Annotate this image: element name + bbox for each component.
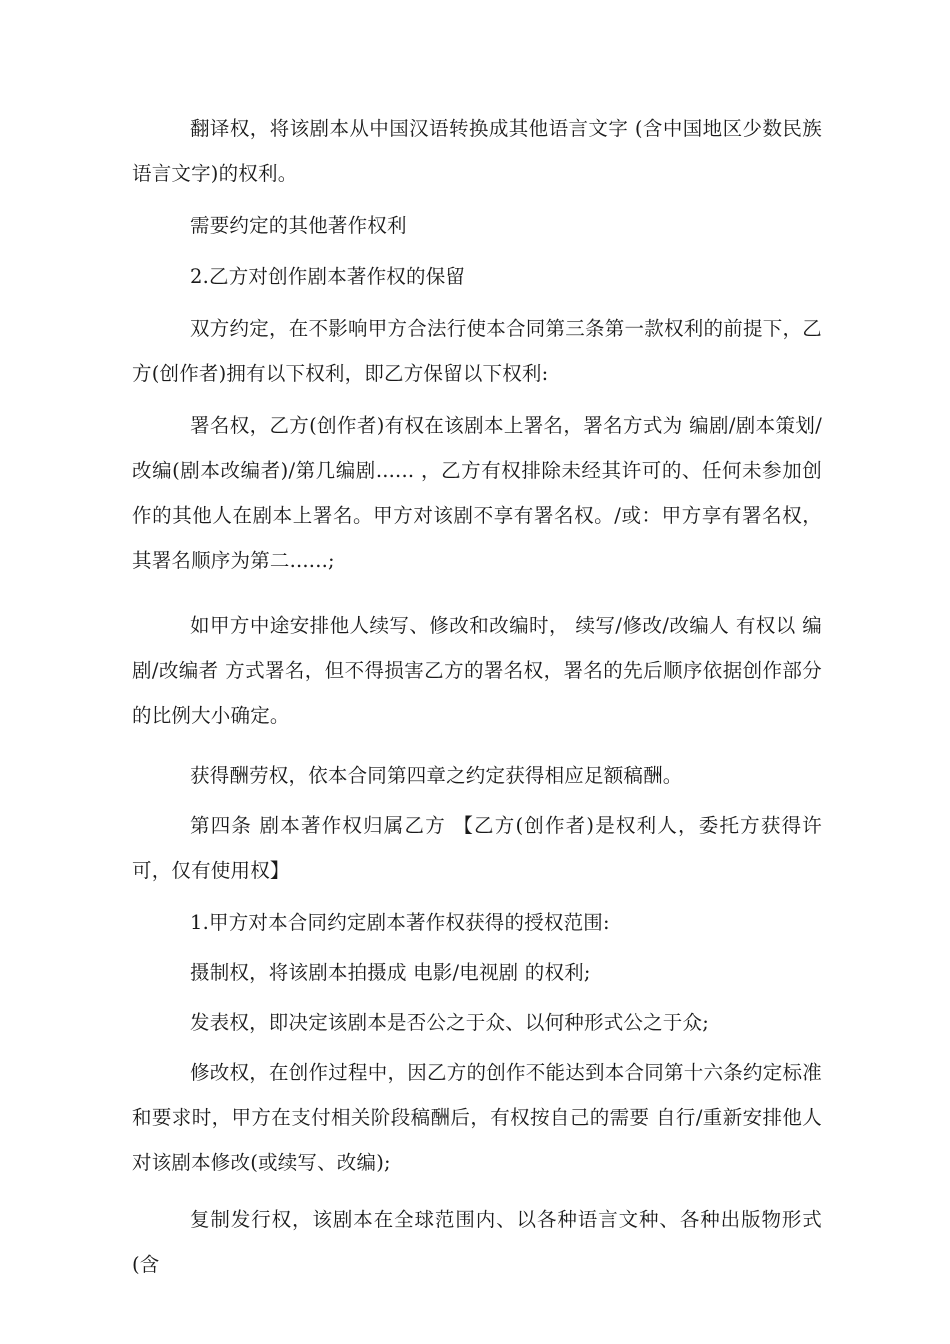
- paragraph-authorization-scope: 1.甲方对本合同约定剧本著作权获得的授权范围:: [190, 911, 610, 934]
- paragraph-article-4: 第四条 剧本著作权归属乙方 【乙方(创作者)是权利人，委托方获得许可，仅有使用权】: [132, 814, 822, 882]
- paragraph-remuneration-right: 获得酬劳权，依本合同第四章之约定获得相应足额稿酬。: [190, 764, 683, 787]
- paragraph-agreement: 双方约定，在不影响甲方合法行使本合同第三条第一款权利的前提下，乙方(创作者)拥有以下权利，即乙方保留以下权利:: [132, 317, 822, 385]
- paragraph-reproduction-right: 复制发行权，该剧本在全球范围内、以各种语言文种、各种出版物形式(含: [132, 1208, 822, 1276]
- paragraph-continuation: 如甲方中途安排他人续写、修改和改编时， 续写/修改/改编人 有权以 编剧/改编者 方式署名，但不得损害乙方的署名权，署名的先后顺序依据创作部分的比例大小确定。: [132, 614, 822, 727]
- paragraph-section-2-heading: 2.乙方对创作剧本著作权的保留: [190, 265, 466, 288]
- paragraph-other-rights: 需要约定的其他著作权利: [190, 214, 407, 237]
- paragraph-publication-right: 发表权，即决定该剧本是否公之于众、以何种形式公之于众;: [190, 1011, 709, 1034]
- paragraph-translation-right: 翻译权，将该剧本从中国汉语转换成其他语言文字 (含中国地区少数民族语言文字)的权利。: [132, 117, 822, 185]
- paragraph-modification-right: 修改权，在创作过程中，因乙方的创作不能达到本合同第十六条约定标准和要求时，甲方在支付相关阶段稿酬后，有权按自己的需要 自行/重新安排他人对该剧本修改(或续写、改编);: [132, 1061, 822, 1174]
- paragraph-filming-right: 摄制权，将该剧本拍摄成 电影/电视剧 的权利;: [190, 961, 591, 984]
- paragraph-attribution-right: 署名权，乙方(创作者)有权在该剧本上署名，署名方式为 编剧/剧本策划/改编(剧本改编者)/第几编剧...... ，乙方有权排除未经其许可的、任何未参加创作的其他人在剧本上署名。甲方对该剧不享有署名权。/或：甲方享有署名权，其署名顺序为第二......;: [132, 414, 822, 572]
